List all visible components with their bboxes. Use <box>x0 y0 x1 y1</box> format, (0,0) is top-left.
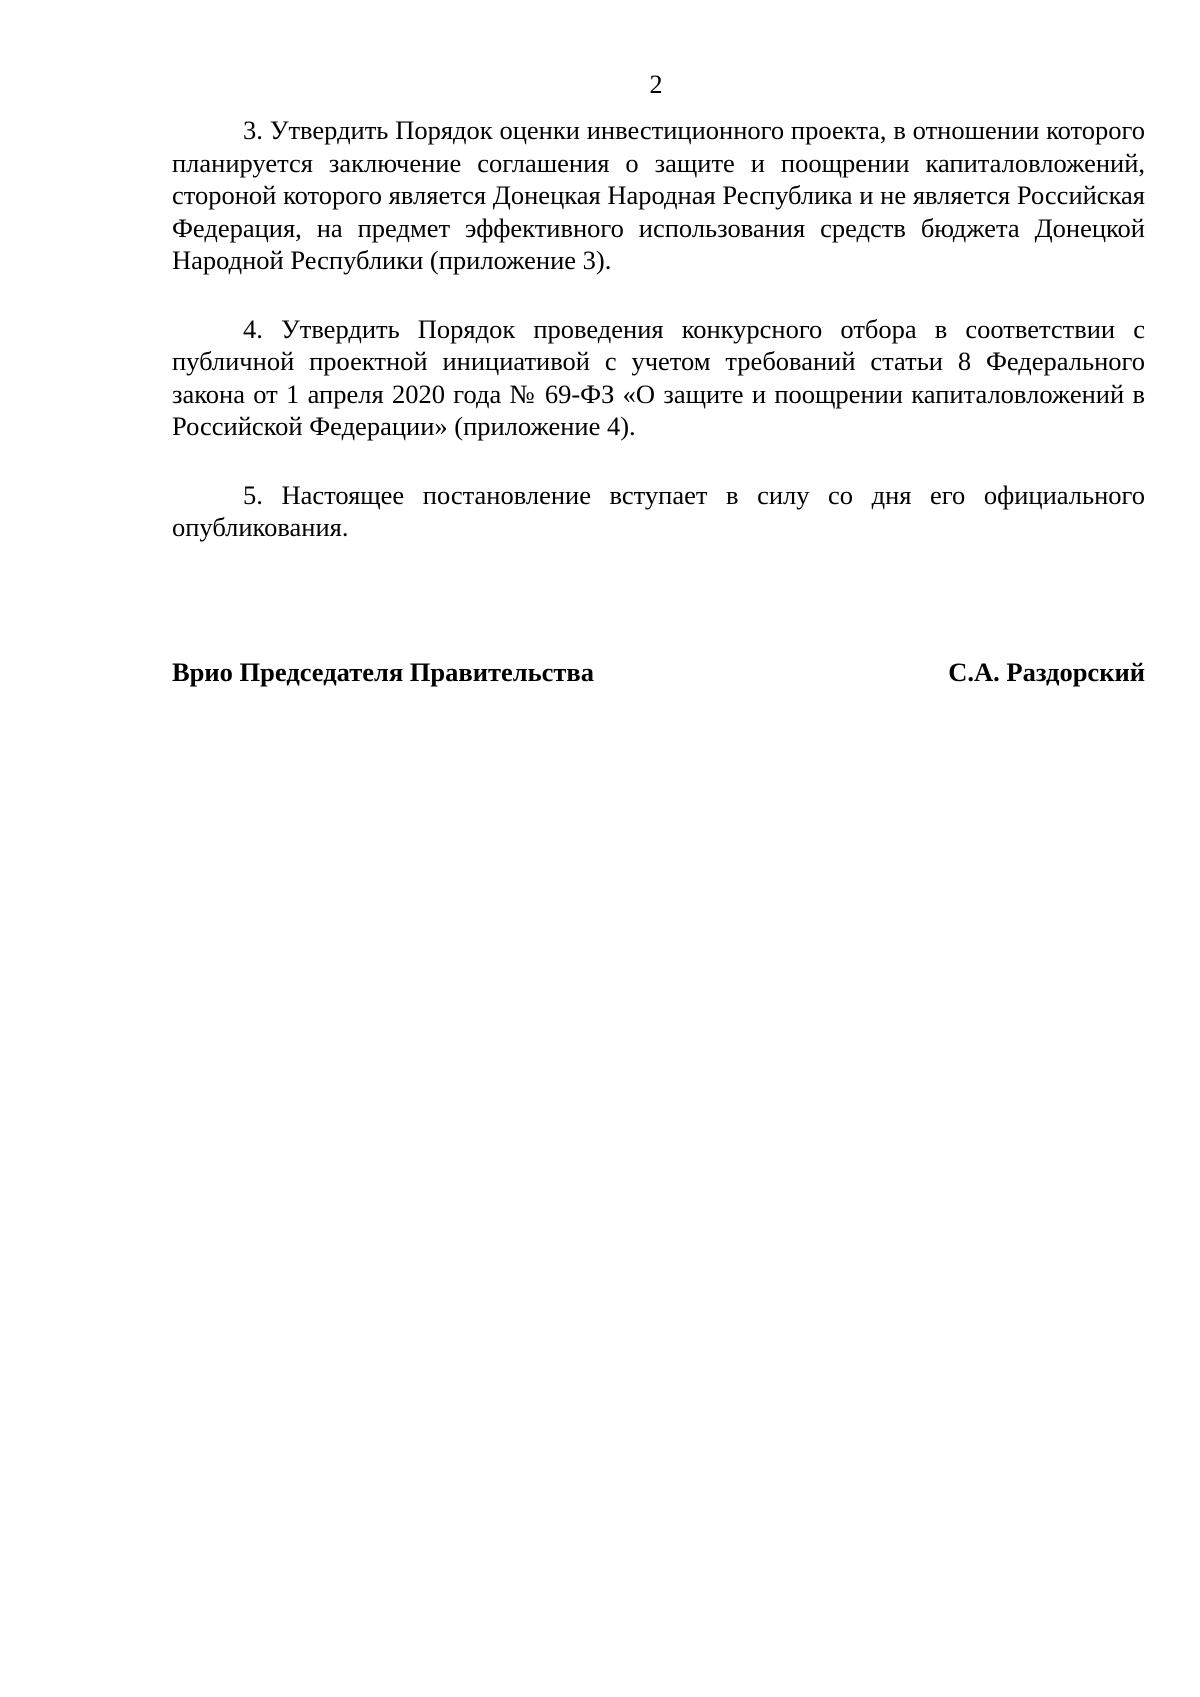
paragraph-3: 3. Утвердить Порядок оценки инвестиционного проекта, в отношении которого планируется заключение соглашения о защите и поощрении капиталовложений, стороной которого является Донецкая Народная Республика и не является Российская Федерация, на предмет эффективного использования средств бюджета Донецкой Народной Республики (приложение 3). <box>172 115 1145 275</box>
signatory-position: Врио Председателя Правительства <box>172 657 594 687</box>
signature-block <box>172 656 1145 688</box>
signatory-name: С.А. Раздорский <box>948 657 1145 687</box>
paragraph-5: 5. Настоящее постановление вступает в силу со дня его официального опубликования. <box>172 479 1145 542</box>
paragraph-4: 4. Утвердить Порядок проведения конкурсного отбора в соответствии с публичной проектной инициативой с учетом требований статьи 8 Федерального закона от 1 апреля 2020 года № 69-ФЗ «О защите и поощрении капиталовложений в Российской Федерации» (приложение 4). <box>172 313 1145 441</box>
document-body <box>172 114 1145 580</box>
page-number: 2 <box>649 70 663 99</box>
